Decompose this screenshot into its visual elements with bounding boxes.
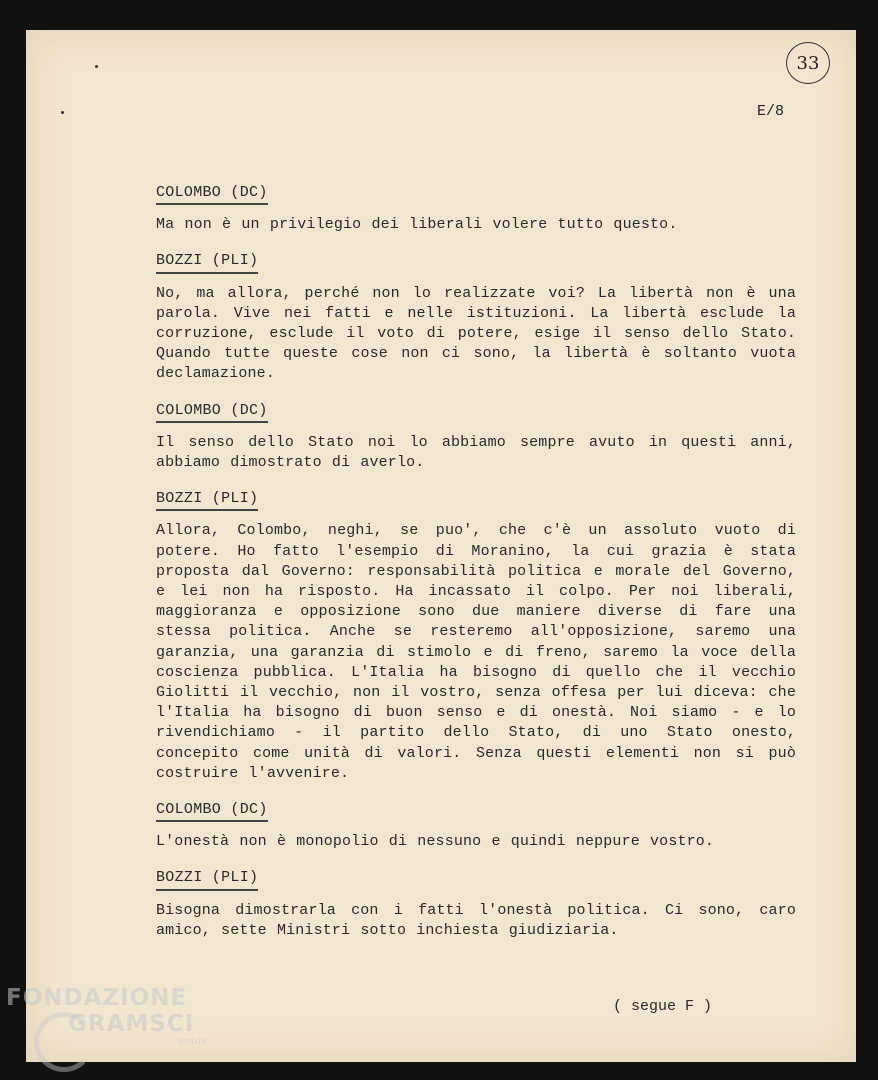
page-number-text: 33 xyxy=(796,52,820,74)
speech-text: Il senso dello Stato noi lo abbiamo sempre avuto in questi anni, abbiamo dimostrato di averlo. xyxy=(156,433,796,472)
dialogue-block xyxy=(156,800,796,852)
dialogue-block xyxy=(156,401,796,474)
speaker-label: COLOMBO (DC) xyxy=(156,401,268,423)
speech-text: L'onestà non è monopolio di nessuno e quindi neppure vostro. xyxy=(156,833,715,851)
dialogue-block xyxy=(156,489,796,784)
watermark-line-2: GRAMSCI xyxy=(68,1011,195,1037)
watermark-line-1: FONDAZIONE xyxy=(6,985,188,1011)
paper-speck xyxy=(95,65,98,68)
handwritten-page-number xyxy=(786,42,830,84)
watermark-logo xyxy=(6,985,207,1047)
dialogue-block xyxy=(156,183,796,235)
speaker-label: BOZZI (PLI) xyxy=(156,251,258,273)
continuation-note: ( segue F ) xyxy=(613,998,713,1015)
dialogue-block xyxy=(156,868,796,941)
watermark-line-3: onlus xyxy=(178,1037,208,1047)
speaker-label: COLOMBO (DC) xyxy=(156,800,268,822)
speaker-label: COLOMBO (DC) xyxy=(156,183,268,205)
speaker-label: BOZZI (PLI) xyxy=(156,868,258,890)
speaker-label: BOZZI (PLI) xyxy=(156,489,258,511)
speech-text: Bisogna dimostrarla con i fatti l'onestà politica. Ci sono, caro amico, sette Ministri sotto inchiesta giudiziaria. xyxy=(156,901,796,939)
paper-speck xyxy=(61,111,64,114)
speech-text: Allora, Colombo, neghi, se puo', che c'è un assoluto vuoto di potere. Ho fatto l'esempio di Moranino, la cui grazia è stata proposta dal Governo: responsabilità politica e morale del Governo, e lei non ha risposto. Ha incassato il colpo. Per noi liberali, maggioranza e opposizione sono due maniere diverse di fare una stessa politica. Anche se resteremo all'opposizione, saremo una garanzia, una garanzia di stimolo e di freno, saremo la voce della coscienza pubblica. L'Italia ha bisogno di quello che il vecchio Giolitti il vecchio, non il vostro, senza offesa per lui diceva: che l'Italia ha bisogno di buon senso e di onestà. Noi siamo - e lo rivendichiamo - il partito dello Stato, di uno Stato onesto, concepito come unità di valori. Senza questi elementi non si può costruire l'avvenire. xyxy=(156,522,796,782)
transcript-body xyxy=(156,183,796,957)
dialogue-block xyxy=(156,251,796,384)
speech-text: Ma non è un privilegio dei liberali volere tutto questo. xyxy=(156,216,678,234)
section-reference: E/8 xyxy=(757,103,785,120)
speech-text: No, ma allora, perché non lo realizzate voi? La libertà non è una parola. Vive nei fatti e nelle istituzioni. La libertà esclude la corruzione, esclude il voto di potere, esige il senso dello Stato. Quando tutte queste cose non ci sono, la libertà è soltanto vuota declamazione. xyxy=(156,284,796,383)
